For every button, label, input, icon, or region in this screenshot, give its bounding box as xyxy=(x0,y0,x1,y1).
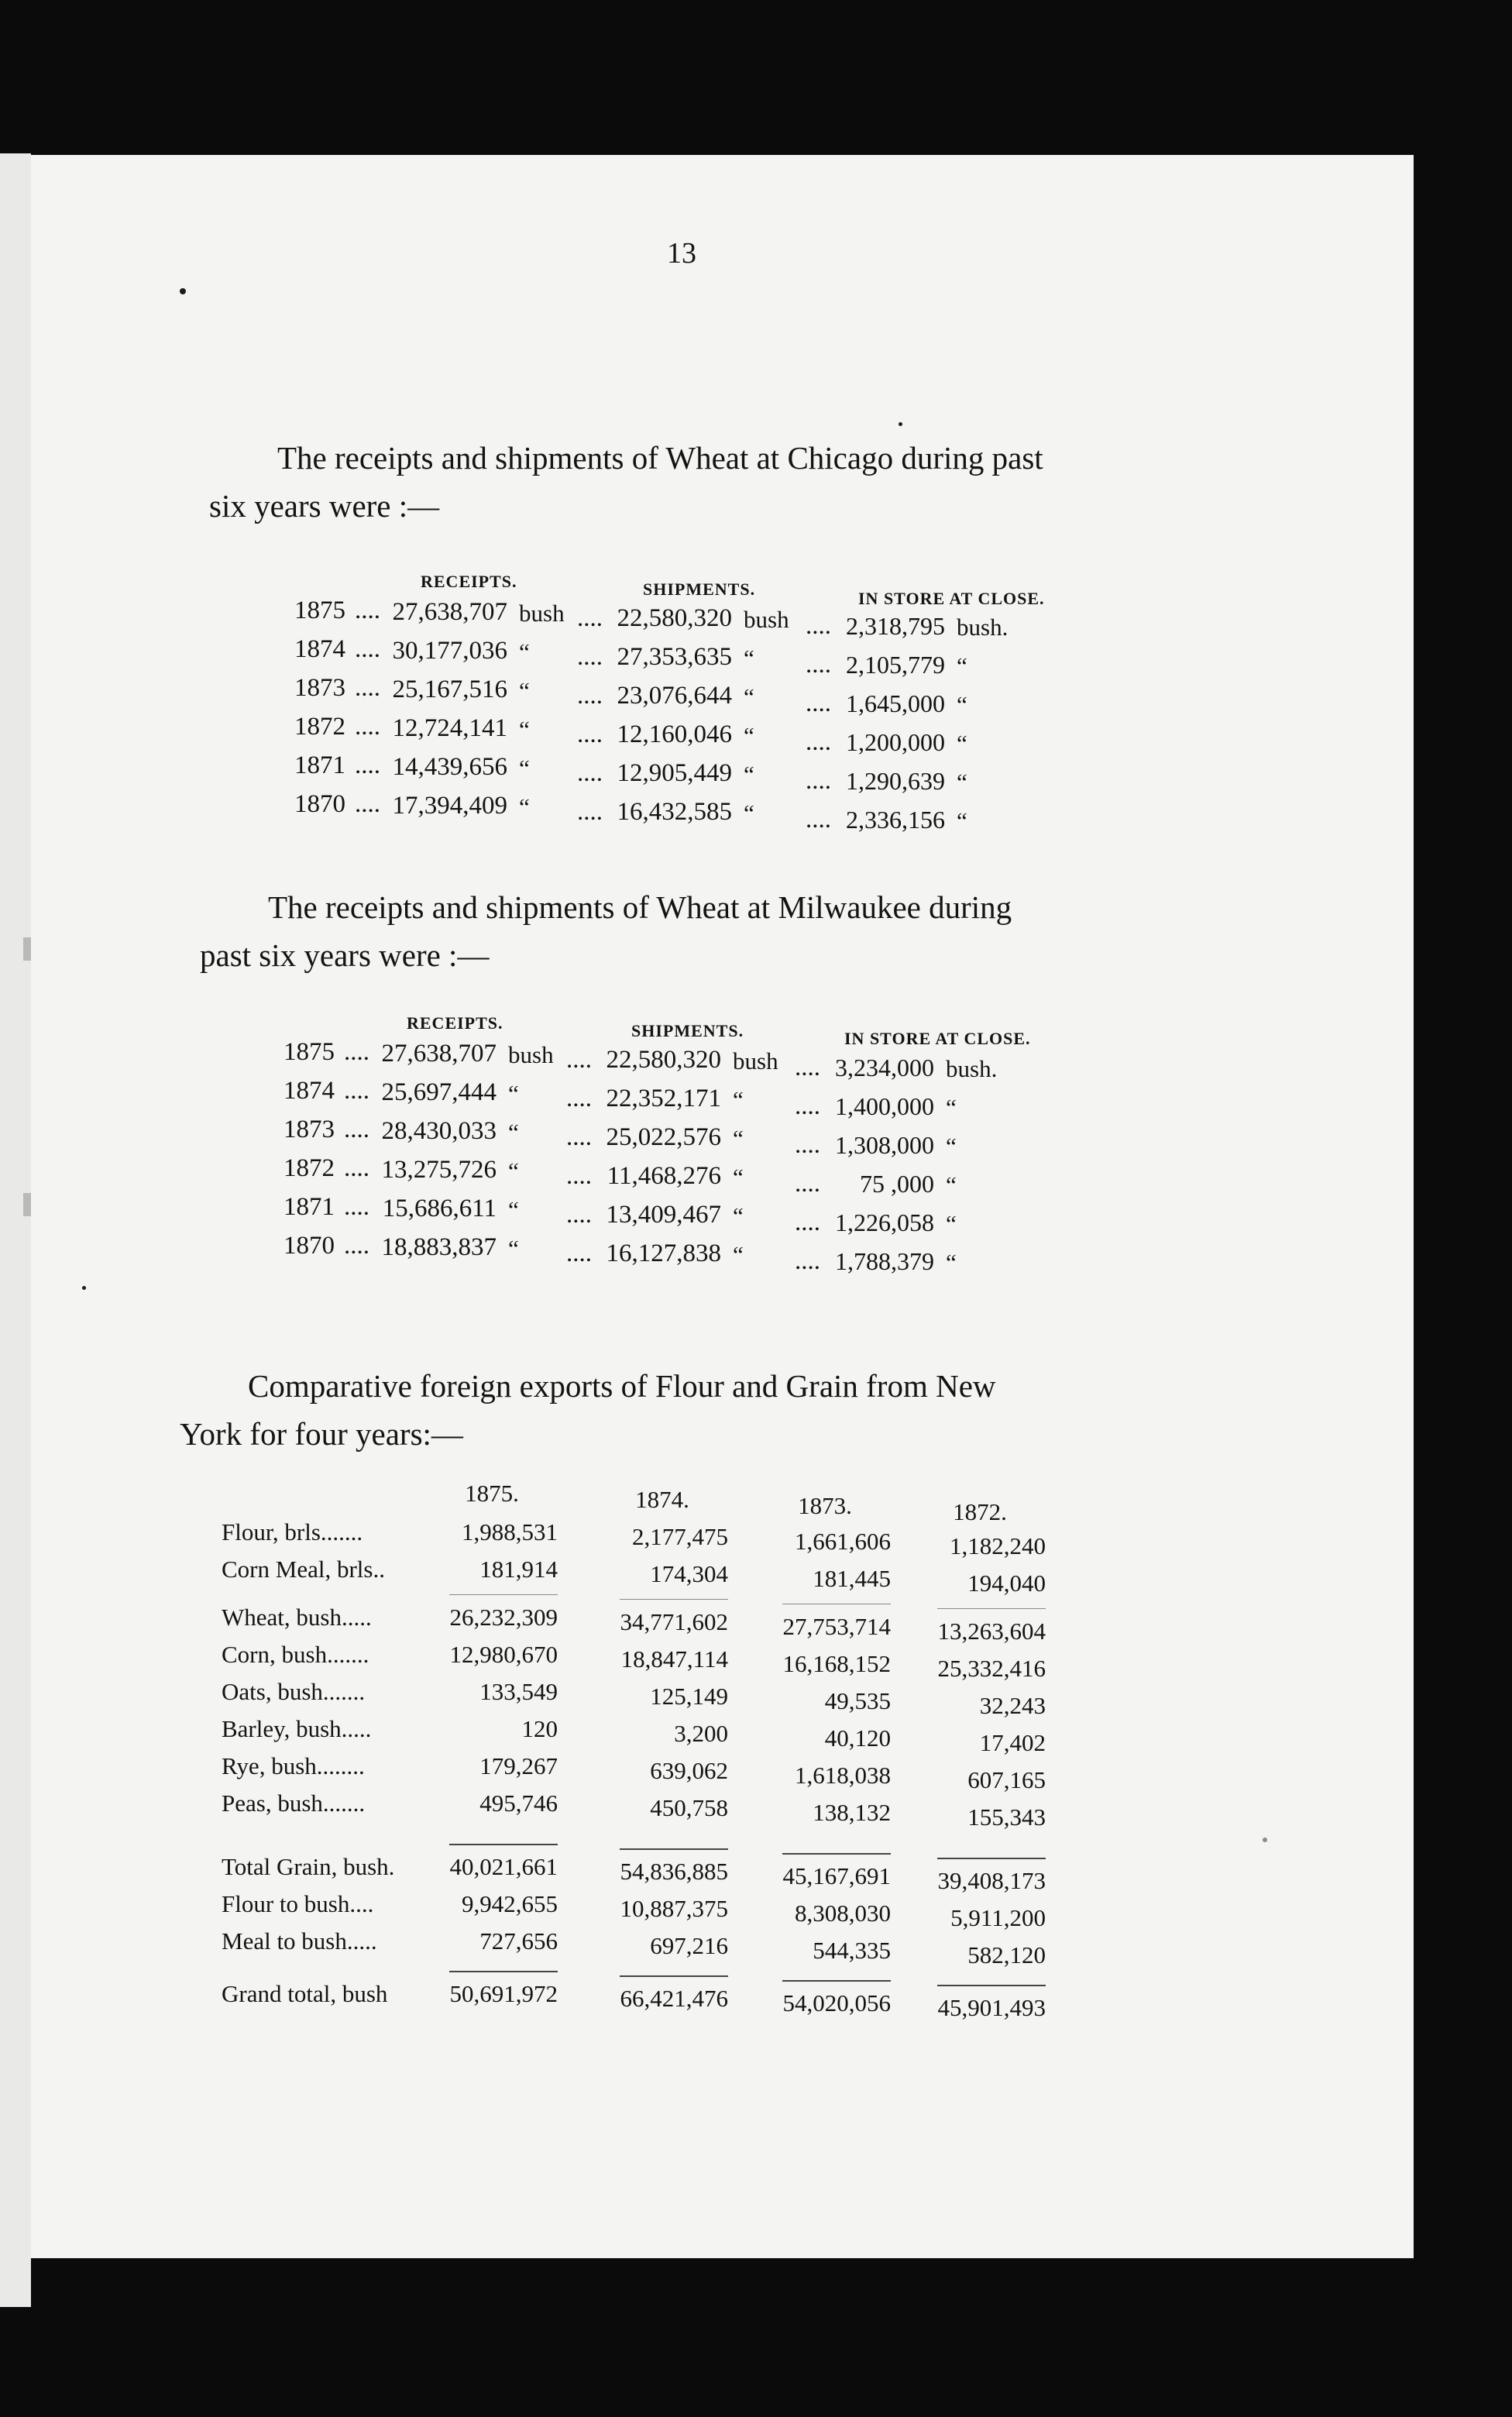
row-leader: .... xyxy=(344,1232,369,1260)
row-shipments: 11,468,276 xyxy=(607,1162,721,1190)
row-leader: .... xyxy=(806,689,831,717)
row-leader: .... xyxy=(577,604,603,632)
row-shipments-unit: “ xyxy=(744,722,754,749)
export-value: 1,661,606 xyxy=(795,1528,891,1555)
row-shipments-unit: “ xyxy=(744,761,754,788)
group-rule xyxy=(449,1594,558,1595)
row-leader: .... xyxy=(806,728,831,756)
export-value: 18,847,114 xyxy=(620,1645,728,1673)
row-leader: .... xyxy=(806,806,831,834)
row-leader: .... xyxy=(355,790,380,818)
row-leader: .... xyxy=(577,643,603,671)
speck xyxy=(899,422,902,426)
row-shipments: 22,580,320 xyxy=(606,1046,721,1074)
row-leader: .... xyxy=(795,1131,820,1159)
total-rule xyxy=(937,1858,1046,1859)
row-receipts-unit: “ xyxy=(508,1196,519,1223)
export-value: 54,020,056 xyxy=(782,1989,891,2016)
row-shipments: 22,352,171 xyxy=(606,1085,721,1112)
row-leader: .... xyxy=(355,597,380,624)
row-shipments-unit: “ xyxy=(744,683,754,710)
row-store-unit: “ xyxy=(957,691,967,718)
export-value: 174,304 xyxy=(650,1560,728,1587)
row-receipts-unit: “ xyxy=(519,716,530,743)
row-shipments: 16,127,838 xyxy=(606,1239,721,1267)
exports-intro-line1: Comparative foreign exports of Flour and Grain from New xyxy=(248,1368,996,1404)
row-leader: .... xyxy=(795,1092,820,1120)
export-value: 10,887,375 xyxy=(620,1895,728,1922)
row-receipts: 28,430,033 xyxy=(381,1117,497,1145)
milwaukee-header-receipts: RECEIPTS. xyxy=(407,1013,503,1033)
export-value: 17,402 xyxy=(979,1729,1046,1756)
row-receipts-unit: “ xyxy=(508,1235,519,1262)
row-store-unit: “ xyxy=(946,1249,957,1276)
row-shipments-unit: “ xyxy=(733,1164,744,1191)
export-value: 9,942,655 xyxy=(462,1890,558,1917)
export-value: 179,267 xyxy=(479,1752,558,1779)
export-value: 2,177,475 xyxy=(632,1523,728,1550)
group-rule xyxy=(620,1599,728,1600)
exports-intro-line2: York for four years:— xyxy=(180,1416,463,1452)
export-row-label: Meal to bush..... xyxy=(222,1927,377,1955)
export-value: 181,914 xyxy=(479,1556,558,1583)
group-rule xyxy=(937,1608,1046,1609)
row-shipments-unit: bush xyxy=(733,1047,778,1074)
row-receipts-unit: “ xyxy=(519,755,530,782)
row-leader: .... xyxy=(344,1038,369,1066)
row-shipments-unit: bush xyxy=(744,606,789,633)
milwaukee-intro-line2: past six years were :— xyxy=(200,937,490,973)
row-leader: .... xyxy=(795,1054,820,1081)
export-value: 194,040 xyxy=(967,1570,1046,1597)
row-leader: .... xyxy=(344,1154,369,1182)
row-year: 1871 xyxy=(284,1193,335,1221)
row-store-unit: “ xyxy=(946,1133,957,1160)
row-leader: .... xyxy=(355,674,380,702)
chicago-intro-line2: six years were :— xyxy=(209,488,440,524)
row-receipts-unit: “ xyxy=(519,638,530,665)
export-value: 582,120 xyxy=(967,1941,1046,1968)
row-leader: .... xyxy=(344,1193,369,1221)
export-value: 27,753,714 xyxy=(782,1613,891,1640)
grand-total-rule xyxy=(449,1971,558,1972)
facing-page-edge xyxy=(0,153,31,2307)
export-value: 8,308,030 xyxy=(795,1900,891,1927)
row-receipts: 13,275,726 xyxy=(381,1156,497,1184)
export-value: 66,421,476 xyxy=(620,1985,728,2012)
row-leader: .... xyxy=(344,1116,369,1143)
row-leader: .... xyxy=(344,1077,369,1105)
row-year: 1875 xyxy=(294,597,345,624)
row-shipments-unit: “ xyxy=(744,645,754,672)
row-receipts: 14,439,656 xyxy=(392,753,507,781)
export-row-label: Barley, bush..... xyxy=(222,1715,372,1742)
year-header: 1872. xyxy=(953,1498,1007,1525)
row-leader: .... xyxy=(795,1170,820,1198)
export-value: 40,120 xyxy=(824,1724,891,1752)
row-shipments: 25,022,576 xyxy=(606,1123,721,1151)
row-leader: .... xyxy=(795,1208,820,1236)
row-receipts: 15,686,611 xyxy=(382,1195,497,1222)
row-store: 2,105,779 xyxy=(846,651,945,679)
export-value: 125,149 xyxy=(650,1683,728,1710)
row-store: 1,200,000 xyxy=(846,728,945,756)
export-value: 607,165 xyxy=(967,1766,1046,1793)
export-value: 450,758 xyxy=(650,1794,728,1821)
export-value: 16,168,152 xyxy=(782,1650,891,1677)
row-year: 1870 xyxy=(294,790,345,818)
row-shipments: 12,905,449 xyxy=(617,759,732,787)
export-row-label: Corn Meal, brls.. xyxy=(222,1556,385,1583)
row-shipments: 12,160,046 xyxy=(617,720,732,748)
row-store-unit: “ xyxy=(946,1210,957,1237)
chicago-header-receipts: RECEIPTS. xyxy=(421,572,517,591)
row-leader: .... xyxy=(577,759,603,787)
row-shipments-unit: “ xyxy=(733,1202,744,1229)
export-row-label: Peas, bush....... xyxy=(222,1790,366,1817)
export-value: 727,656 xyxy=(479,1927,558,1955)
row-leader: .... xyxy=(577,720,603,748)
row-receipts-unit: “ xyxy=(519,677,530,704)
row-shipments: 22,580,320 xyxy=(617,604,732,632)
export-value: 155,343 xyxy=(967,1803,1046,1831)
row-receipts: 12,724,141 xyxy=(392,714,507,742)
grand-total-rule xyxy=(620,1975,728,1977)
year-header: 1873. xyxy=(798,1492,852,1519)
milwaukee-header-store: IN STORE AT CLOSE. xyxy=(844,1029,1031,1048)
row-receipts: 25,167,516 xyxy=(392,676,507,703)
row-shipments: 13,409,467 xyxy=(606,1201,721,1229)
row-store-unit: “ xyxy=(946,1094,957,1121)
export-value: 25,332,416 xyxy=(937,1655,1046,1682)
row-shipments: 27,353,635 xyxy=(617,643,732,671)
export-value: 32,243 xyxy=(979,1692,1046,1719)
total-rule xyxy=(449,1844,558,1845)
row-store: 2,318,795 xyxy=(846,612,945,640)
export-value: 39,408,173 xyxy=(937,1867,1046,1894)
row-store-unit: bush. xyxy=(946,1055,998,1082)
row-store-unit: bush. xyxy=(957,614,1009,641)
total-rule xyxy=(782,1853,891,1855)
export-value: 138,132 xyxy=(813,1799,891,1826)
row-shipments: 16,432,585 xyxy=(617,798,732,826)
milwaukee-intro xyxy=(200,883,1160,979)
row-store: 1,308,000 xyxy=(835,1131,934,1159)
export-row-label: Total Grain, bush. xyxy=(222,1853,395,1880)
export-value: 54,836,885 xyxy=(620,1858,728,1885)
total-rule xyxy=(620,1848,728,1850)
row-receipts: 25,697,444 xyxy=(381,1078,497,1106)
export-value: 544,335 xyxy=(813,1937,891,1964)
row-leader: .... xyxy=(566,1201,592,1229)
export-value: 34,771,602 xyxy=(620,1608,728,1635)
export-value: 697,216 xyxy=(650,1932,728,1959)
export-value: 45,167,691 xyxy=(782,1862,891,1889)
row-store-unit: “ xyxy=(957,730,967,757)
chicago-intro-line1: The receipts and shipments of Wheat at Chicago during past xyxy=(277,440,1043,476)
row-receipts-unit: “ xyxy=(508,1157,519,1184)
row-shipments-unit: “ xyxy=(733,1086,744,1113)
row-shipments-unit: “ xyxy=(733,1125,744,1152)
export-row-label: Corn, bush....... xyxy=(222,1641,369,1668)
export-value: 3,200 xyxy=(674,1720,728,1747)
export-value: 639,062 xyxy=(650,1757,728,1784)
row-year: 1874 xyxy=(294,635,345,663)
export-row-label: Flour to bush.... xyxy=(222,1890,374,1917)
speck xyxy=(1263,1838,1267,1842)
row-leader: .... xyxy=(806,651,831,679)
export-value: 26,232,309 xyxy=(449,1604,558,1631)
milwaukee-intro-line1: The receipts and shipments of Wheat at Milwaukee during xyxy=(268,889,1012,925)
chicago-header-shipments: SHIPMENTS. xyxy=(643,579,756,599)
milwaukee-header-shipments: SHIPMENTS. xyxy=(631,1021,744,1040)
export-row-label: Flour, brls....... xyxy=(222,1518,363,1545)
export-value: 13,263,604 xyxy=(937,1618,1046,1645)
row-leader: .... xyxy=(355,635,380,663)
row-receipts-unit: “ xyxy=(519,793,530,820)
row-shipments: 23,076,644 xyxy=(617,682,732,710)
year-header: 1874. xyxy=(635,1486,689,1513)
grand-total-rule xyxy=(937,1985,1046,1986)
row-receipts: 18,883,837 xyxy=(381,1233,497,1261)
row-shipments-unit: “ xyxy=(733,1241,744,1268)
export-row-label: Rye, bush........ xyxy=(222,1752,365,1779)
export-value: 50,691,972 xyxy=(449,1980,558,2007)
row-store-unit: “ xyxy=(957,652,967,679)
row-year: 1872 xyxy=(284,1154,335,1182)
grand-total-rule xyxy=(782,1980,891,1982)
export-value: 120 xyxy=(521,1715,558,1742)
speck xyxy=(82,1286,86,1290)
row-leader: .... xyxy=(577,682,603,710)
row-store: 3,234,000 xyxy=(835,1054,934,1081)
page-number: 13 xyxy=(667,237,696,270)
row-year: 1875 xyxy=(284,1038,335,1066)
export-row-label: Grand total, bush xyxy=(222,1980,388,2007)
row-store: 1,226,058 xyxy=(835,1208,934,1236)
row-year: 1870 xyxy=(284,1232,335,1260)
row-receipts: 17,394,409 xyxy=(392,792,507,820)
row-year: 1871 xyxy=(294,751,345,779)
row-leader: .... xyxy=(806,612,831,640)
export-value: 1,988,531 xyxy=(462,1518,558,1545)
row-store: 1,290,639 xyxy=(846,767,945,795)
speck xyxy=(180,288,186,294)
row-leader: .... xyxy=(795,1247,820,1275)
row-shipments-unit: “ xyxy=(744,799,754,827)
row-year: 1873 xyxy=(284,1116,335,1143)
row-year: 1872 xyxy=(294,713,345,741)
export-value: 5,911,200 xyxy=(950,1904,1046,1931)
row-store: 1,400,000 xyxy=(835,1092,934,1120)
export-value: 40,021,661 xyxy=(449,1853,558,1880)
row-receipts-unit: “ xyxy=(508,1080,519,1107)
row-leader: .... xyxy=(566,1046,592,1074)
year-header: 1875. xyxy=(465,1480,519,1507)
chicago-header-store: IN STORE AT CLOSE. xyxy=(858,589,1045,608)
row-store-unit: “ xyxy=(957,768,967,796)
export-value: 1,618,038 xyxy=(795,1762,891,1789)
row-leader: .... xyxy=(566,1085,592,1112)
export-value: 495,746 xyxy=(479,1790,558,1817)
export-value: 133,549 xyxy=(479,1678,558,1705)
row-store: 1,788,379 xyxy=(835,1247,934,1275)
row-leader: .... xyxy=(566,1162,592,1190)
export-value: 45,901,493 xyxy=(937,1994,1046,2021)
export-value: 12,980,670 xyxy=(449,1641,558,1668)
export-row-label: Oats, bush....... xyxy=(222,1678,366,1705)
row-store-unit: “ xyxy=(957,807,967,834)
row-receipts: 27,638,707 xyxy=(392,598,507,626)
row-store-unit: “ xyxy=(946,1171,957,1198)
row-leader: .... xyxy=(566,1123,592,1151)
row-receipts-unit: “ xyxy=(508,1119,519,1146)
exports-intro xyxy=(180,1362,1140,1458)
export-value: 1,182,240 xyxy=(950,1532,1046,1559)
row-leader: .... xyxy=(577,798,603,826)
row-store: 75 ,000 xyxy=(860,1170,934,1198)
row-leader: .... xyxy=(355,713,380,741)
row-store: 2,336,156 xyxy=(846,806,945,834)
row-store: 1,645,000 xyxy=(846,689,945,717)
row-leader: .... xyxy=(355,751,380,779)
export-value: 181,445 xyxy=(813,1565,891,1592)
row-receipts: 27,638,707 xyxy=(381,1040,497,1068)
row-receipts-unit: bush xyxy=(508,1041,554,1068)
row-year: 1874 xyxy=(284,1077,335,1105)
row-year: 1873 xyxy=(294,674,345,702)
export-row-label: Wheat, bush..... xyxy=(222,1604,372,1631)
chicago-intro xyxy=(209,434,1170,530)
row-receipts: 30,177,036 xyxy=(392,637,507,665)
row-leader: .... xyxy=(566,1239,592,1267)
row-receipts-unit: bush xyxy=(519,600,565,627)
row-leader: .... xyxy=(806,767,831,795)
export-value: 49,535 xyxy=(824,1687,891,1714)
